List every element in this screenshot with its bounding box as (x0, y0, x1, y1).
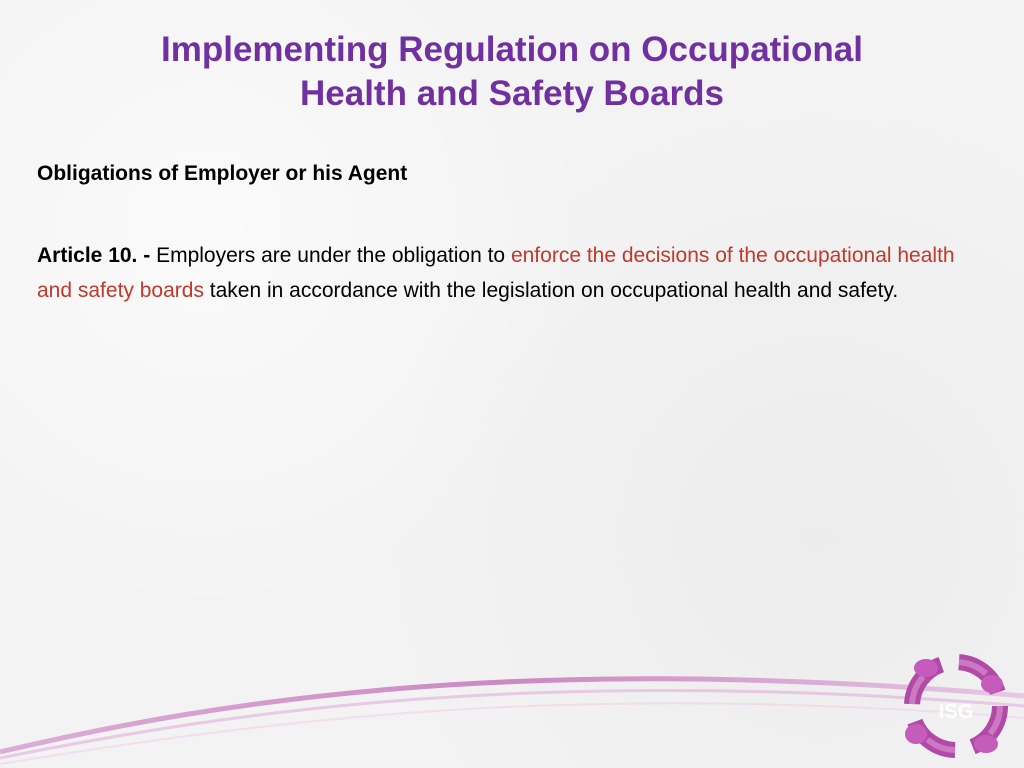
section-heading: Obligations of Employer or his Agent (37, 162, 408, 185)
article-text-before: Employers are under the obligation to (156, 244, 506, 267)
article-text-after: taken in accordance with the legislation on occupational health and safety. (209, 279, 899, 302)
article-highlight: enforce the decisions of the occupational health and safety boards (37, 244, 955, 302)
hands-circle-logo-icon (896, 636, 1016, 764)
logo-text: ISG (938, 701, 974, 723)
article-label: Article 10. - (37, 244, 151, 267)
article-paragraph (37, 238, 977, 308)
title-line-2: Health and Safety Boards (300, 74, 724, 113)
title-line-1: Implementing Regulation on Occupational (161, 30, 863, 69)
slide-title (60, 28, 964, 116)
decorative-wave (0, 640, 1024, 768)
